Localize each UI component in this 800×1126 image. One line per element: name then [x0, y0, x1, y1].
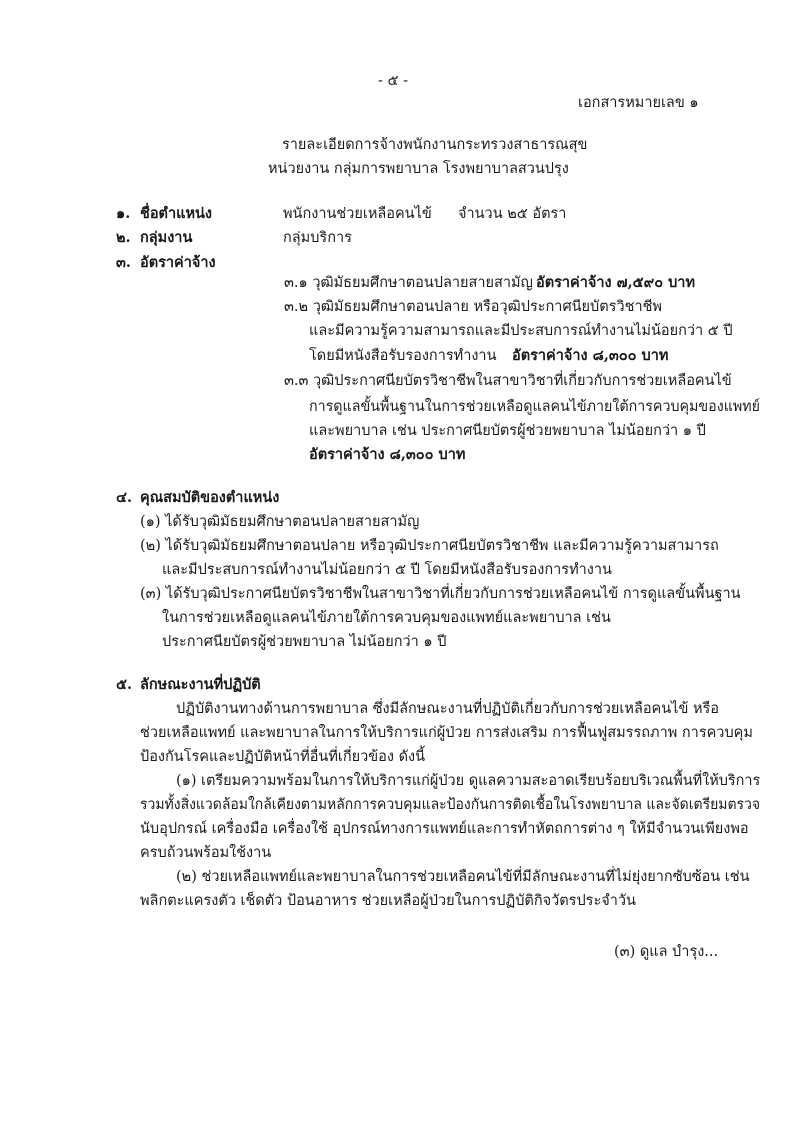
document-subtitle: หน่วยงาน กลุ่มการพยาบาล โรงพยาบาลสวนปรุง — [268, 161, 569, 177]
group-number: ๒. — [116, 229, 131, 246]
qualification-3-line3: ประกาศนียบัตรผู้ช่วยพยาบาล ไม่น้อยกว่า ๑ ปี — [162, 634, 447, 650]
page-number: - ๕ - — [378, 73, 408, 89]
rate-3-line3: และพยาบาล เช่น ประกาศนียบัตรผู้ช่วยพยาบาล ไม่น้อยกว่า ๑ ปี — [309, 423, 706, 439]
qualification-2-line2: และมีประสบการณ์ทำงานไม่น้อยกว่า ๕ ปี โดยมีหนังสือรับรองการทำงาน — [162, 562, 612, 578]
rate-2-line3: โดยมีหนังสือรับรองการทำงาน — [309, 348, 497, 364]
duty-1-line1: (๑) เตรียมความพร้อมในการให้บริการแก่ผู้ป่วย ดูแลความสะอาดเรียบร้อยบริเวณพื้นที่ให้บริการ — [176, 773, 761, 789]
rate-2-line2: และมีความรู้ความสามารถและมีประสบการณ์ทำงานไม่น้อยกว่า ๕ ปี — [309, 323, 733, 339]
rate-3-line2: การดูแลขั้นพื้นฐานในการช่วยเหลือดูแลคนไข้ภายใต้การควบคุมของแพทย์ — [309, 399, 761, 415]
duties-intro-line3: ป้องกันโรคและปฏิบัติหน้าที่อื่นที่เกี่ยวข้อง ดังนี้ — [140, 749, 425, 765]
position-value: พนักงานช่วยเหลือคนไข้ — [283, 206, 432, 222]
duty-2-line2: พลิกตะแครงตัว เช็ดตัว ป้อนอาหาร ช่วยเหลือผู้ป่วยในการปฏิบัติกิจวัตรประจำวัน — [140, 893, 636, 909]
continuation-note: (๓) ดูแล บำรุง... — [614, 944, 719, 960]
rate-1-amount: อัตราค่าจ้าง ๗,๕๙๐ บาท — [536, 274, 696, 291]
rate-3-line1: ๓.๓ วุฒิประกาศนียบัตรวิชาชีพในสาขาวิชาที่เกี่ยวกับการช่วยเหลือคนไข้ — [284, 373, 732, 389]
duty-2-line1: (๒) ช่วยเหลือแพทย์และพยาบาลในการช่วยเหลือคนไข้ที่มีลักษณะงานที่ไม่ยุ่งยากซับซ้อน เช่น — [176, 869, 750, 885]
qualification-1: (๑) ได้รับวุฒิมัธยมศึกษาตอนปลายสายสามัญ — [140, 514, 420, 530]
document-number: เอกสารหมายเลข ๑ — [578, 95, 699, 111]
duties-intro-line2: ช่วยเหลือแพทย์ และพยาบาลในการให้บริการแก่ผู้ป่วย การส่งเสริม การฟื้นฟูสมรรถภาพ การควบคุม — [140, 725, 753, 741]
rate-number: ๓. — [116, 254, 131, 271]
qualifications-number: ๔. — [116, 489, 133, 506]
duty-1-line4: ครบถ้วนพร้อมใช้งาน — [140, 845, 272, 861]
rate-2-amount: อัตราค่าจ้าง ๘,๓๐๐ บาท — [512, 347, 669, 364]
qualifications-heading: คุณสมบัติของตำแหน่ง — [140, 489, 280, 506]
group-value: กลุ่มบริการ — [283, 230, 352, 246]
rate-2-line1: ๓.๒ วุฒิมัธยมศึกษาตอนปลาย หรือวุฒิประกาศนียบัตรวิชาชีพ — [284, 299, 662, 315]
document-title: รายละเอียดการจ้างพนักงานกระทรวงสาธารณสุข — [282, 137, 588, 153]
duties-heading: ลักษณะงานที่ปฏิบัติ — [140, 676, 261, 693]
duty-1-line3: นับอุปกรณ์ เครื่องมือ เครื่องใช้ อุปกรณ์ทางการแพทย์และการทำหัตถการต่าง ๆ ให้มีจำนวนเพียงพอ — [140, 821, 749, 837]
duties-intro-line1: ปฏิบัติงานทางด้านการพยาบาล ซึ่งมีลักษณะงานที่ปฏิบัติเกี่ยวกับการช่วยเหลือคนไข้ หรือ — [176, 701, 720, 717]
position-label: ชื่อตำแหน่ง — [140, 205, 213, 222]
rate-label: อัตราค่าจ้าง — [140, 254, 216, 271]
qualification-3-line2: ในการช่วยเหลือดูแลคนไข้ภายใต้การควบคุมของแพทย์และพยาบาล เช่น — [162, 610, 611, 626]
rate-3-amount: อัตราค่าจ้าง ๘,๓๐๐ บาท — [309, 446, 466, 463]
position-number: ๑. — [116, 205, 131, 222]
position-count: จำนวน ๒๕ อัตรา — [458, 206, 567, 222]
qualification-3-line1: (๓) ได้รับวุฒิประกาศนียบัตรวิชาชีพในสาขาวิชาที่เกี่ยวกับการช่วยเหลือคนไข้ การดูแลขั้นพื้นฐาน — [140, 586, 741, 602]
duties-number: ๕. — [116, 676, 133, 693]
qualification-2-line1: (๒) ได้รับวุฒิมัธยมศึกษาตอนปลาย หรือวุฒิประกาศนียบัตรวิชาชีพ และมีความรู้ความสามารถ — [140, 538, 719, 554]
rate-1-text: ๓.๑ วุฒิมัธยมศึกษาตอนปลายสายสามัญ — [284, 275, 533, 291]
duty-1-line2: รวมทั้งสิ่งแวดล้อมใกล้เคียงตามหลักการควบคุมและป้องกันการติดเชื้อในโรงพยาบาล และจัดเตรียมตรวจ — [140, 797, 761, 813]
group-label: กลุ่มงาน — [140, 229, 193, 246]
